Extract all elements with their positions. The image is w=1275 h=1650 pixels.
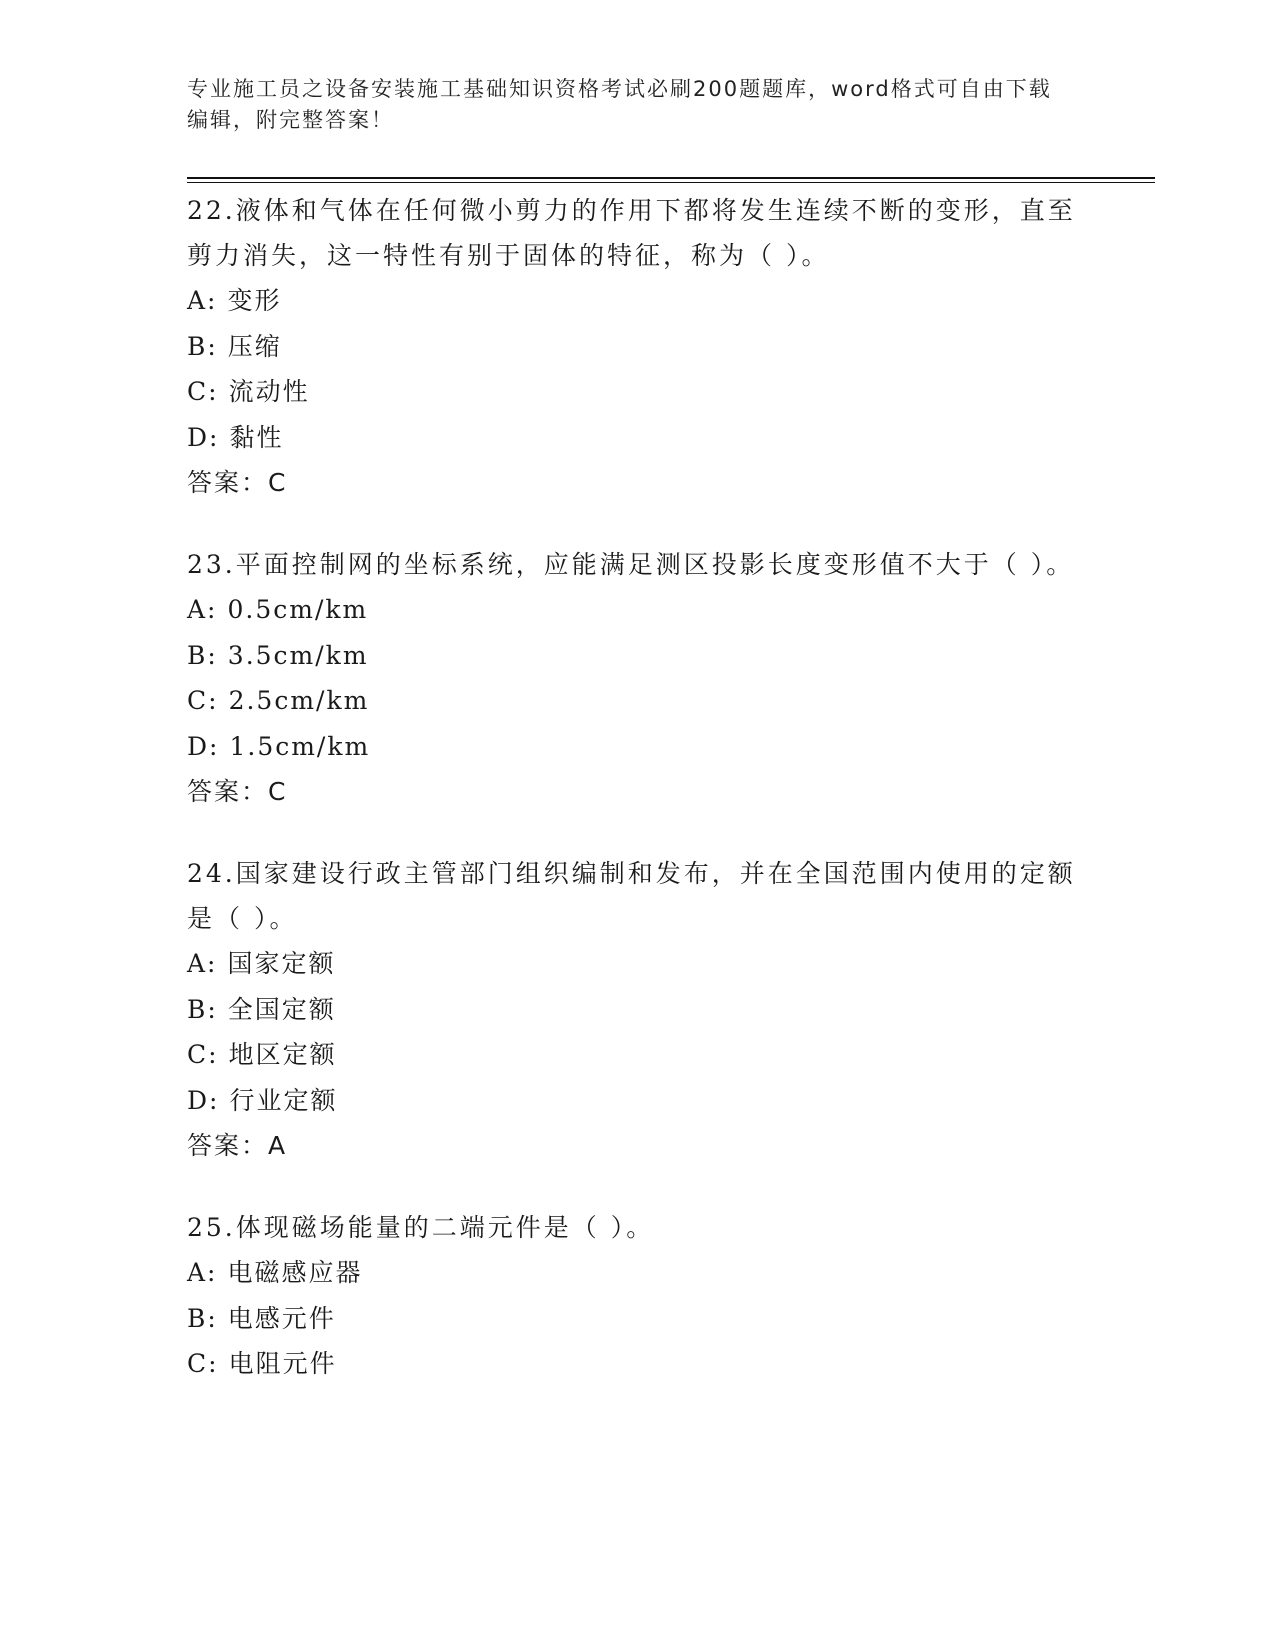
answer-value: A <box>268 1131 288 1160</box>
question-22 <box>187 188 1087 505</box>
question-stem: 24.国家建设行政主管部门组织编制和发布，并在全国范围内使用的定额是（ ）。 <box>187 859 1076 933</box>
option-text: 1.5cm/km <box>229 731 371 761</box>
document-header: 专业施工员之设备安装施工基础知识资格考试必刷200题题库，word格式可自由下载编辑，附完整答案！ <box>187 77 1052 132</box>
option-a <box>187 587 1087 633</box>
option-text: 地区定额 <box>228 1040 337 1069</box>
option-text: 3.5cm/km <box>227 640 369 670</box>
option-c <box>187 1032 1087 1078</box>
answer-label: 答案： <box>187 1131 269 1160</box>
option-letter: B: <box>187 331 218 361</box>
option-c <box>187 1341 1087 1387</box>
option-a <box>187 1250 1087 1296</box>
answer-line <box>187 460 1087 505</box>
question-stem: 25.体现磁场能量的二端元件是（ ）。 <box>187 1213 655 1242</box>
header-rule-thin <box>187 182 1155 183</box>
answer-value: C <box>268 777 288 806</box>
option-letter: D: <box>187 1085 220 1115</box>
option-text: 全国定额 <box>227 994 336 1024</box>
option-letter: A: <box>187 949 218 978</box>
option-text: 国家定额 <box>227 949 336 978</box>
question-25 <box>187 1205 1087 1387</box>
option-letter: B: <box>187 994 218 1024</box>
option-letter: A: <box>187 595 218 624</box>
answer-line <box>187 769 1087 814</box>
option-text: 变形 <box>227 286 282 315</box>
question-23 <box>187 542 1087 814</box>
question-stem: 23.平面控制网的坐标系统，应能满足测区投影长度变形值不大于（ ）。 <box>187 550 1075 579</box>
option-text: 电磁感应器 <box>227 1258 363 1287</box>
option-text: 电阻元件 <box>228 1349 337 1378</box>
option-d <box>187 1078 1087 1124</box>
answer-label: 答案： <box>187 777 269 806</box>
option-text: 2.5cm/km <box>228 686 370 715</box>
option-c <box>187 678 1087 724</box>
option-letter: C: <box>187 1040 219 1069</box>
option-b <box>187 633 1087 679</box>
answer-line <box>187 1123 1087 1168</box>
question-list <box>187 188 1087 1424</box>
option-c <box>187 369 1087 415</box>
option-letter: D: <box>187 422 220 452</box>
question-stem: 22.液体和气体在任何微小剪力的作用下都将发生连续不断的变形，直至剪力消失，这一特性有别于固体的特征，称为（ ）。 <box>187 196 1076 270</box>
option-text: 电感元件 <box>227 1303 336 1333</box>
option-d <box>187 724 1087 770</box>
option-d <box>187 415 1087 461</box>
option-text: 黏性 <box>229 422 284 452</box>
header-rule-thick <box>187 177 1155 179</box>
option-letter: C: <box>187 377 219 406</box>
option-letter: A: <box>187 286 218 315</box>
option-letter: B: <box>187 1303 218 1333</box>
answer-label: 答案： <box>187 468 269 497</box>
option-text: 行业定额 <box>229 1085 338 1115</box>
option-text: 0.5cm/km <box>227 595 369 624</box>
option-letter: C: <box>187 1349 219 1378</box>
option-a <box>187 941 1087 987</box>
option-b <box>187 324 1087 370</box>
option-letter: D: <box>187 731 220 761</box>
option-letter: B: <box>187 640 218 670</box>
option-b <box>187 987 1087 1033</box>
option-letter: C: <box>187 686 219 715</box>
option-a <box>187 278 1087 324</box>
option-b <box>187 1296 1087 1342</box>
option-text: 流动性 <box>228 377 310 406</box>
answer-value: C <box>268 468 288 497</box>
question-24 <box>187 851 1087 1168</box>
option-letter: A: <box>187 1258 218 1287</box>
option-text: 压缩 <box>227 331 282 361</box>
